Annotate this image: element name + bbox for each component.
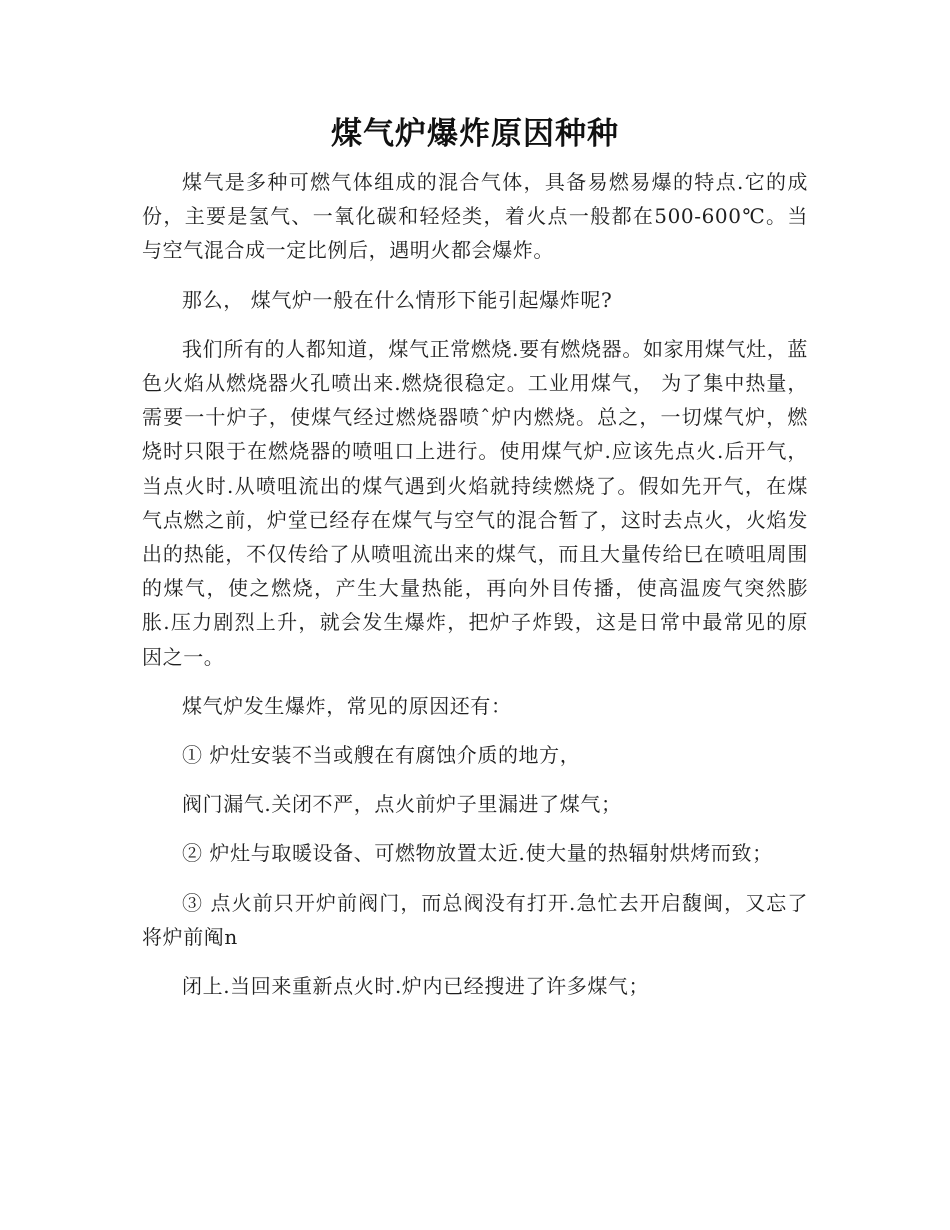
paragraph-other-causes-intro: 煤气炉发生爆炸，常见的原因还有： (182, 693, 512, 718)
paragraph-valve-leak: 阀门漏气.关闭不严，点火前炉子里漏进了煤气； (182, 792, 622, 817)
paragraph-reignite: 闭上.当回来重新点火时.炉内已经搜进了许多煤气； (182, 974, 650, 999)
list-item-cause-1: ① 炉灶安装不当或艘在有腐蚀介质的地方， (182, 743, 581, 768)
paragraph-explanation: 我们所有的人都知道，煤气正常燃烧.要有燃烧器。如家用煤气灶，蓝色火焰从燃烧器火孔喷出来.燃烧很稳定。工业用煤气， 为了集中热量，需要一十炉子，使煤气经过燃烧器喷ˆ炉内燃烧。总之，一切煤气炉，燃烧时只限于在燃烧器的喷咀口上进行。使用煤气炉.应该先点火.后开气，当点火时.从喷咀流出的煤气遇到火焰就持续燃烧了。假如先开气，在煤气点燃之前，炉堂已经存在煤气与空气的混合暂了，这时去点火，火焰发出的热能，不仅传给了从喷咀流出来的煤气，而且大量传给巳在喷咀周围的煤气，使之燃烧，产生大量热能，再向外目传播，使高温废气突然膨胀.压力剧烈上升，就会发生爆炸，把炉子炸毁，这是日常中最常见的原因之一。 (142, 336, 808, 669)
paragraph-gas-composition: 煤气是多种可燃气体组成的混合气体，具备易燃易爆的特点.它的成份，主要是氢气、一氧化碳和轻烃类，着火点一般都在500-600℃。当与空气混合成一定比例后，遇明火都会爆炸。 (142, 170, 808, 263)
list-item-cause-2: ② 炉灶与取暖设备、可燃物放置太近.使大量的热辐射烘烤而致； (182, 841, 773, 866)
list-item-cause-3: ③ 点火前只开炉前阀门，而总阀没有打开.急忙去开启馥闽，又忘了将炉前阄n (142, 890, 808, 949)
paragraph-question: 那么， 煤气炉一般在什么情形下能引起爆炸呢? (182, 287, 613, 312)
document-title: 煤气炉爆炸原因种种 (331, 116, 619, 152)
document-body (142, 165, 808, 1020)
